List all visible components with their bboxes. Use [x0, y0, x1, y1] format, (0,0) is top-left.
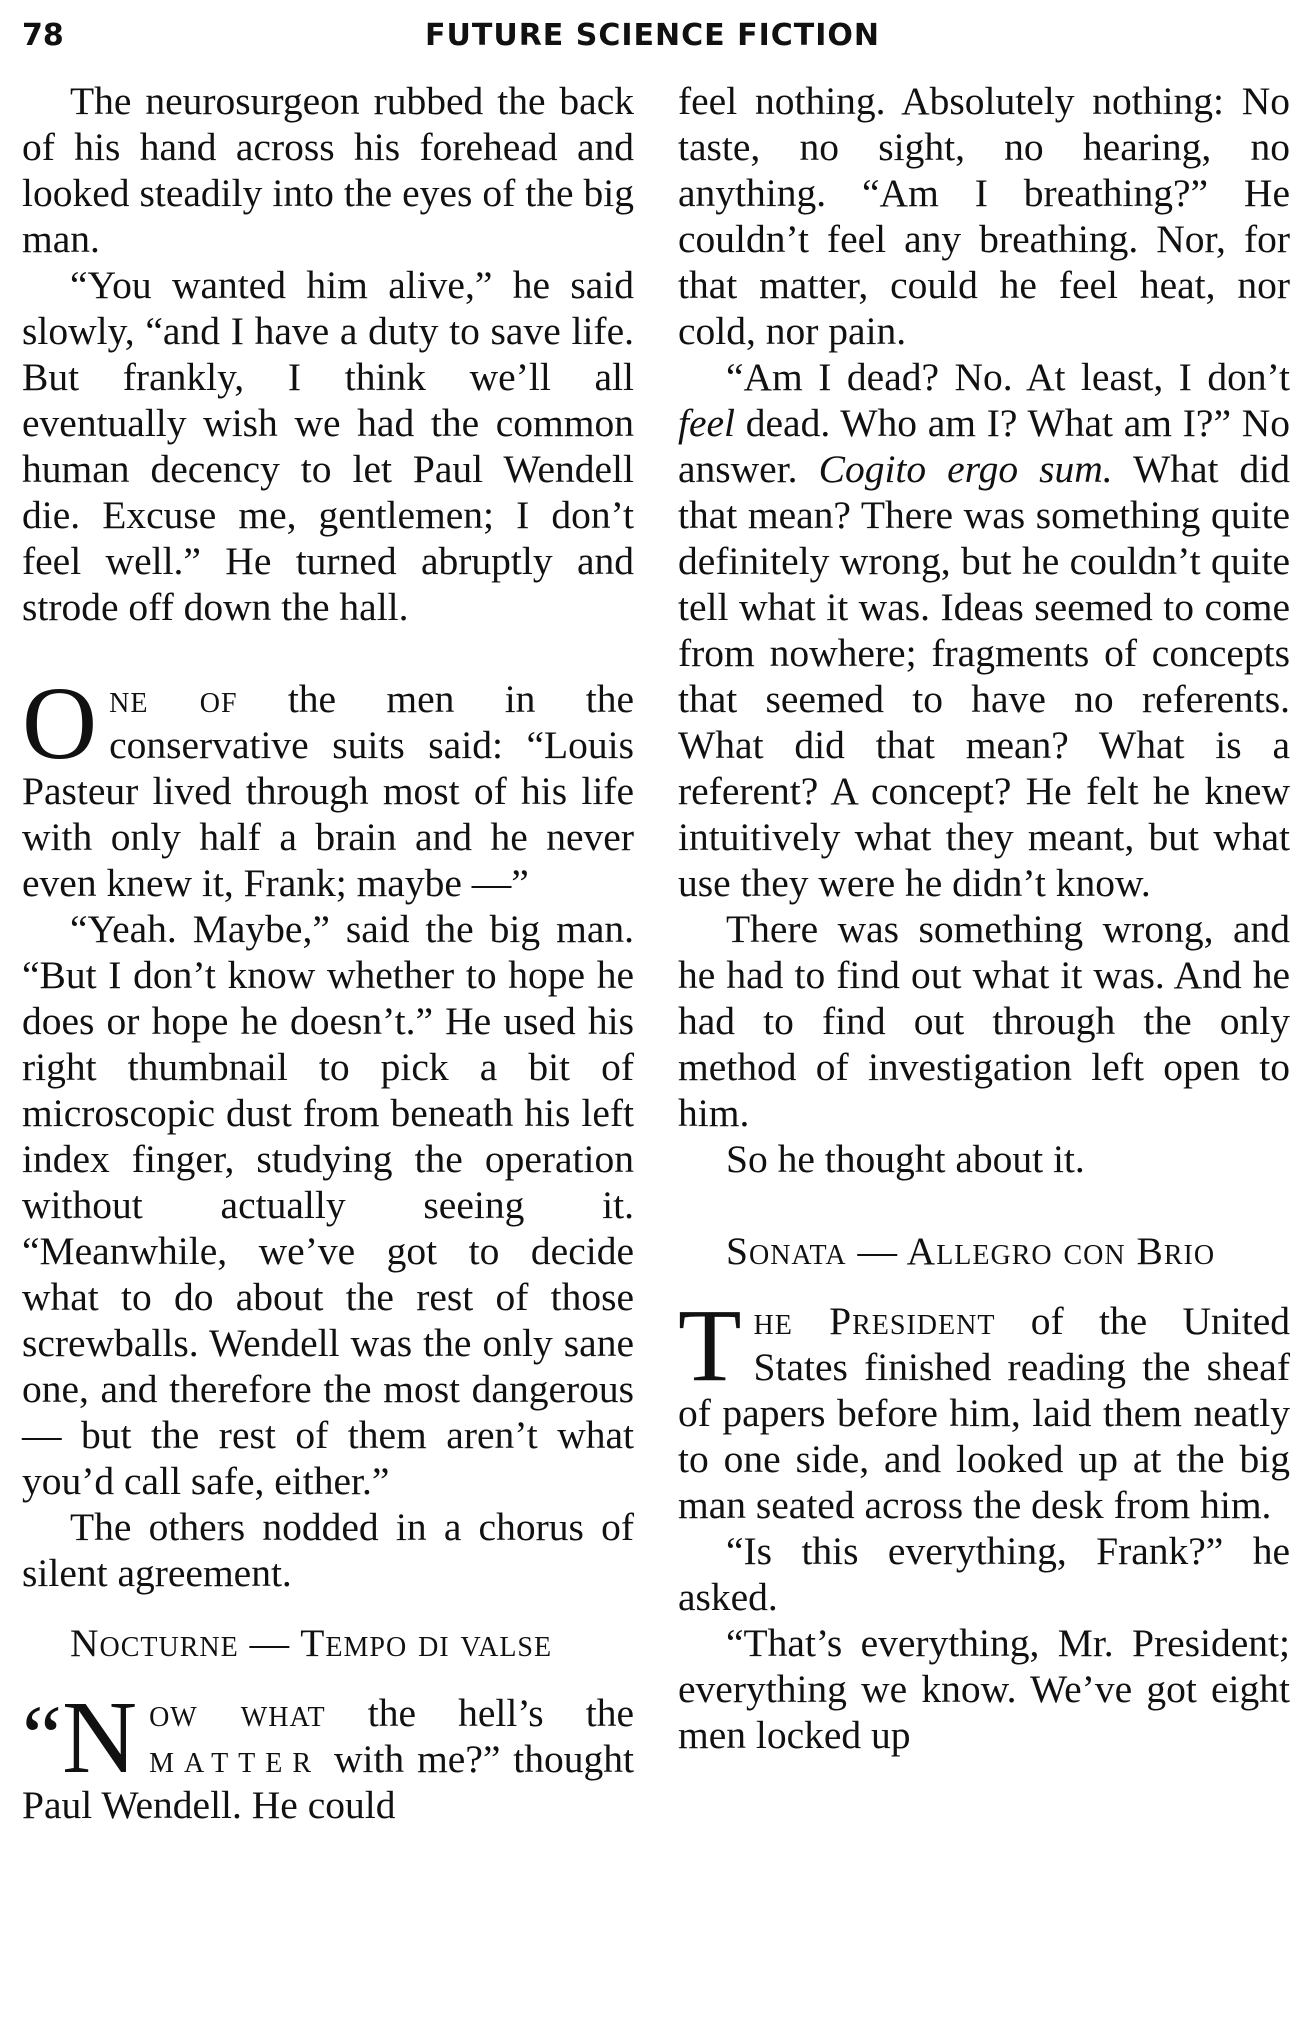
paragraph-text: the men in the conservative suits said: “Louis Pasteur lived through most of his life with only half a brain and he never even knew it, Frank; maybe —”	[22, 677, 634, 905]
paragraph: The others nodded in a chorus of silent agreement.	[22, 1505, 634, 1595]
paragraph: So he thought about it.	[726, 1137, 1085, 1181]
paragraph-text: What did that mean? There was something quite definitely wrong, but he couldn’t quite tell what it was. Ideas seemed to come from nowhere; fragments of concepts that seemed to have no referents. What did that mean? What is a referent? A concept? He felt he knew intuitively what they meant, but what use they were he didn’t know.	[678, 447, 1290, 905]
opening-quote: “	[22, 1688, 62, 1787]
paragraph	[678, 354, 1290, 906]
drop-cap: O	[22, 666, 98, 781]
paragraph: “Yeah. Maybe,” said the big man. “But I don’t know whether to hope he does or hope he doesn’t.” He used his right thumbnail to pick a bit of microscopic dust from beneath his left index finger, studying the operation without actually seeing it. “Meanwhile, we’ve got to decide what to do about the rest of those screwballs. Wendell was the only sane one, and therefore the most dangerous — but the rest of them aren’t what you’d call safe, either.”	[22, 907, 634, 1503]
page-header	[22, 12, 1283, 56]
lead-in: ne of	[109, 677, 238, 721]
paragraph-text: “Am I dead? No. At least, I don’t	[726, 355, 1290, 399]
paragraph: feel nothing. Absolutely nothing: No taste, no sight, no hearing, no anything. “Am I breathing?” He couldn’t feel any breathing. Nor, for that matter, could he feel heat, nor cold, nor pain.	[678, 79, 1290, 353]
spaced-word: matter	[149, 1737, 322, 1781]
paragraph-text: with me?” thought Paul Wendell. He could	[22, 1737, 634, 1827]
dropcap-paragraph	[22, 666, 634, 906]
section-heading: Nocturne — Tempo di valse	[70, 1621, 553, 1665]
paragraph: “Is this everything, Frank?” he asked.	[678, 1529, 1290, 1619]
paragraph: The neurosurgeon rubbed the back of his hand across his forehead and looked steadily into the eyes of the big man.	[22, 79, 634, 261]
spacer	[22, 1596, 634, 1620]
italic-word: feel	[678, 401, 736, 445]
spacer	[678, 1274, 1290, 1298]
left-column	[22, 78, 634, 1828]
paragraph: “You wanted him alive,” he said slowly, “and I have a duty to save life. But frankly, I think we’ll all eventually wish we had the common human decency to let Paul Wendell die. Excuse me, gentlemen; I don’t feel well.” He turned abruptly and strode off down the hall.	[22, 263, 634, 629]
dropcap-paragraph	[678, 1288, 1290, 1528]
right-column	[678, 78, 1290, 1758]
paragraph-text: of the United States finished reading the sheaf of papers before him, laid them neatly to one side, and looked up at the big man seated across the desk from him.	[678, 1299, 1290, 1527]
lead-in: he President	[753, 1299, 996, 1343]
lead-in: ow what	[149, 1691, 326, 1735]
section-break	[678, 1182, 1290, 1228]
dropcap-paragraph	[22, 1680, 634, 1828]
latin-phrase: Cogito ergo sum.	[818, 447, 1113, 491]
section-heading: Sonata — Allegro con Brio	[726, 1229, 1216, 1273]
paragraph: “That’s everything, Mr. President; everything we know. We’ve got eight men locked up	[678, 1621, 1290, 1757]
section-break	[22, 630, 634, 676]
page-number: 78	[22, 18, 64, 53]
running-title: FUTURE SCIENCE FICTION	[425, 18, 880, 53]
drop-cap: N	[61, 1680, 138, 1795]
drop-cap: T	[678, 1288, 742, 1403]
paragraph-text: dead. Who am I? What am I?” No answer.	[678, 401, 1290, 491]
paragraph-text: the hell’s the	[325, 1691, 634, 1735]
paragraph: There was something wrong, and he had to find out what it was. And he had to find out through the only method of investigation left open to him.	[678, 907, 1290, 1135]
